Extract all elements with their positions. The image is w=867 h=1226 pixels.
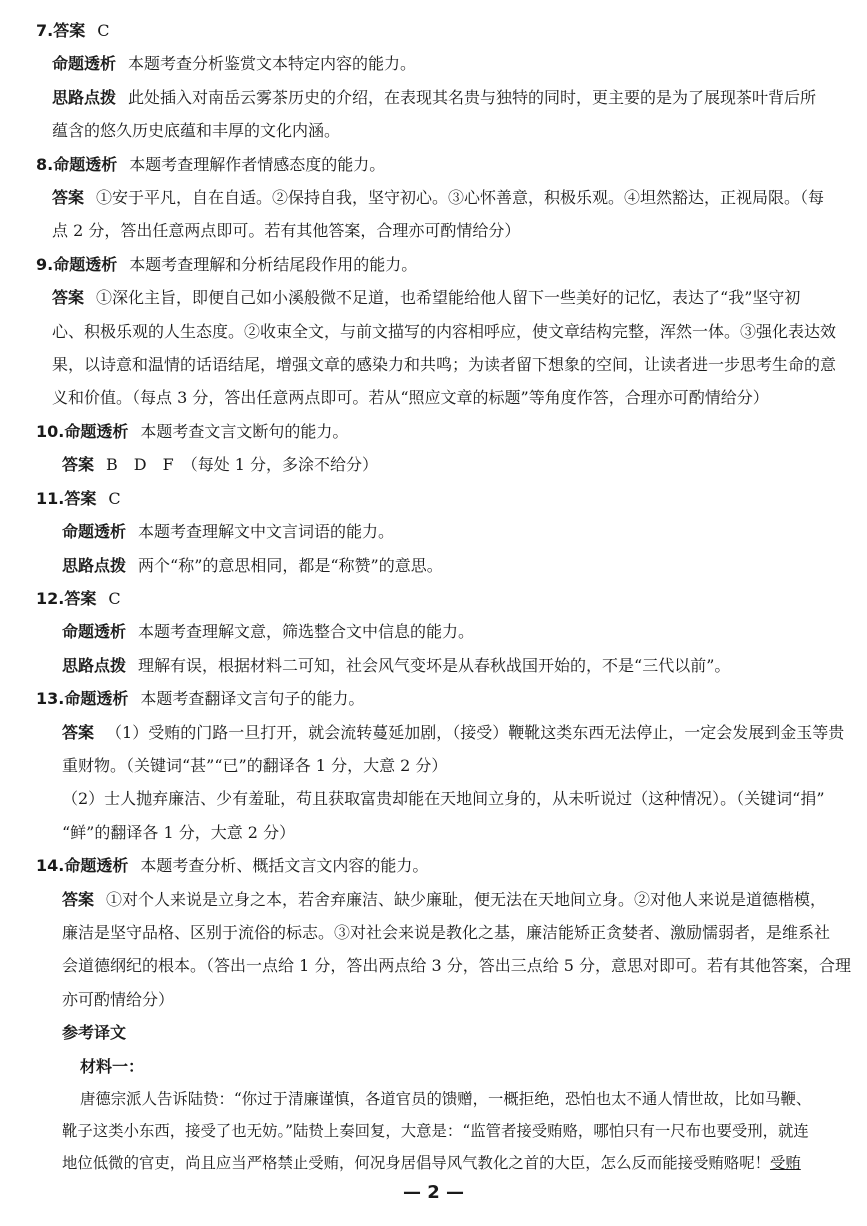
question-number: 12. [36, 588, 65, 608]
q14-analysis-line [36, 849, 837, 882]
question-number: 7. [36, 21, 54, 40]
answer-label: 答案 [62, 722, 95, 742]
material-one-heading [36, 1050, 837, 1083]
analysis-text: 本题考查翻译文言句子的能力。 [140, 689, 365, 709]
analysis-label: 命题透析 [53, 154, 118, 174]
analysis-label: 命题透析 [62, 522, 127, 542]
answer-text: （2）士人抛弃廉洁、少有羞耻，苟且获取富贵却能在天地间立身的，从未听说过（这种情况）。（关键词“捐” [62, 789, 825, 809]
hint-text: 理解有误，根据材料二可知，社会风气变坏是从春秋战国开始的，不是“三代以前”。 [138, 655, 731, 675]
translation-text: 唐德宗派人告诉陆贽：“你过于清廉谨慎，各道官员的馈赠，一概拒绝，恐怕也太不通人情世故，比如马鞭、 [80, 1090, 812, 1108]
answer-text: 会道德纲纪的根本。（答出一点给 1 分，答出两点给 3 分，答出三点给 5 分，意思对即可。若有其他答案，合理 [62, 956, 852, 976]
q14-answer-cont [36, 983, 837, 1016]
answer-text: C [108, 488, 121, 508]
translation-label: 参考译文 [62, 1023, 127, 1043]
answer-text: C [108, 588, 121, 608]
translation-paragraph [36, 1083, 837, 1115]
q9-answer-cont [36, 348, 837, 381]
analysis-label: 命题透析 [53, 254, 118, 274]
q13-answer-cont [36, 782, 837, 815]
q8-answer-cont [36, 214, 837, 247]
underlined-text: 受贿 [769, 1154, 801, 1172]
answer-label: 答案 [64, 488, 97, 508]
page-number: — 2 — [402, 1182, 465, 1203]
answer-text: “鲜”的翻译各 1 分，大意 2 分） [62, 822, 296, 842]
analysis-text: 本题考查理解文中文言词语的能力。 [138, 522, 395, 542]
hint-label: 思路点拨 [62, 655, 127, 675]
hint-text: 蕴含的悠久历史底蕴和丰厚的文化内涵。 [52, 121, 341, 141]
analysis-text: 本题考查文言文断句的能力。 [140, 421, 349, 441]
analysis-label: 命题透析 [64, 689, 129, 709]
q7-hint-line [36, 81, 837, 114]
q9-analysis-line [36, 248, 837, 281]
q11-analysis-line [36, 515, 837, 548]
q13-analysis-line [36, 682, 837, 715]
answer-text: （1）受贿的门路一旦打开，就会流转蔓延加剧，（接受）鞭靴这类东西无法停止，一定会发展到金玉等贵 [106, 722, 845, 742]
translation-heading [36, 1016, 837, 1049]
analysis-text: 本题考查分析鉴赏文本特定内容的能力。 [128, 54, 417, 74]
q12-analysis-line [36, 615, 837, 648]
q8-answer-line [36, 181, 837, 214]
answer-label: 答案 [53, 21, 86, 40]
answer-text: 心、积极乐观的人生态度。②收束全文，与前文描写的内容相呼应，使文章结构完整，浑然一体。③强化表达效 [52, 321, 837, 341]
hint-text: 此处插入对南岳云雾茶历史的介绍，在表现其名贵与独特的同时，更主要的是为了展现茶叶背后所 [128, 87, 817, 107]
q7-analysis-line [36, 47, 837, 80]
answer-text: B D F （每处 1 分，多涂不给分） [106, 455, 379, 475]
answer-text: 义和价值。（每点 3 分，答出任意两点即可。若从“照应文章的标题”等角度作答，合理亦可酌情给分） [52, 388, 769, 408]
hint-label: 思路点拨 [62, 555, 127, 575]
q13-answer-cont [36, 749, 837, 782]
q11-answer-line [36, 482, 837, 515]
answer-text: 点 2 分，答出任意两点即可。若有其他答案，合理亦可酌情给分） [52, 221, 521, 241]
answer-label: 答案 [64, 588, 97, 608]
q9-answer-line [36, 281, 837, 314]
analysis-text: 本题考查理解文意，筛选整合文中信息的能力。 [138, 622, 475, 642]
answer-text: 重财物。（关键词“甚”“已”的翻译各 1 分，大意 2 分） [62, 755, 448, 775]
q10-analysis-line [36, 415, 837, 448]
q13-answer-line [36, 716, 845, 749]
analysis-label: 命题透析 [64, 856, 129, 876]
question-number: 13. [36, 689, 65, 709]
q14-answer-cont [36, 916, 837, 949]
question-number: 9. [36, 254, 54, 274]
q8-analysis-line [36, 148, 837, 181]
question-number: 10. [36, 421, 65, 441]
answer-text: 廉洁是坚守品格、区别于流俗的标志。③对社会来说是教化之基，廉洁能矫正贪婪者、激励懦弱者，是维系社 [62, 922, 831, 942]
translation-paragraph [36, 1147, 837, 1179]
q7-answer-line [36, 14, 837, 47]
q12-hint-line [36, 649, 837, 682]
analysis-text: 本题考查分析、概括文言文内容的能力。 [140, 856, 429, 876]
material-label: 材料一： [80, 1056, 145, 1076]
answer-text: ①深化主旨，即便自己如小溪般微不足道，也希望能给他人留下一些美好的记忆，表达了“我”坚守初 [96, 288, 801, 308]
q11-hint-line [36, 549, 837, 582]
translation-text: 靴子这类小东西，接受了也无妨。”陆贽上奏回复，大意是：“监管者接受贿赂，哪怕只有一尺布也要受刑，就连 [62, 1122, 809, 1140]
answer-text: ①安于平凡，自在自适。②保持自我，坚守初心。③心怀善意，积极乐观。④坦然豁达，正视局限。（每 [96, 188, 825, 208]
translation-paragraph [36, 1115, 837, 1147]
hint-label: 思路点拨 [52, 87, 117, 107]
q14-answer-line [36, 883, 837, 916]
question-number: 11. [36, 488, 65, 508]
translation-text: 地位低微的官吏，尚且应当严格禁止受贿，何况身居倡导风气教化之首的大臣，怎么反而能接受贿赂呢！ [62, 1154, 770, 1172]
q9-answer-cont [36, 315, 837, 348]
q9-answer-cont [36, 381, 837, 414]
q14-answer-cont [36, 949, 852, 982]
answer-text: 亦可酌情给分） [62, 989, 175, 1009]
answer-label: 答案 [62, 889, 95, 909]
q7-hint-cont [36, 114, 837, 147]
analysis-text: 本题考查理解和分析结尾段作用的能力。 [129, 254, 418, 274]
q12-answer-line [36, 582, 837, 615]
answer-text: 果，以诗意和温情的话语结尾，增强文章的感染力和共鸣；为读者留下想象的空间，让读者进一步思考生命的意 [52, 355, 837, 375]
analysis-label: 命题透析 [64, 421, 129, 441]
analysis-text: 本题考查理解作者情感态度的能力。 [129, 154, 386, 174]
answer-text: C [97, 21, 110, 40]
analysis-label: 命题透析 [62, 622, 127, 642]
question-number: 14. [36, 856, 65, 876]
analysis-label: 命题透析 [52, 54, 117, 74]
q10-answer-line [36, 448, 837, 481]
q13-answer-cont [36, 816, 837, 849]
answer-text: ①对个人来说是立身之本，若舍弃廉洁、缺少廉耻，便无法在天地间立身。②对他人来说是道德楷模， [106, 889, 827, 909]
answer-label: 答案 [52, 288, 85, 308]
hint-text: 两个“称”的意思相同，都是“称赞”的意思。 [138, 555, 443, 575]
answer-label: 答案 [52, 188, 85, 208]
question-number: 8. [36, 154, 54, 174]
answer-label: 答案 [62, 455, 95, 475]
